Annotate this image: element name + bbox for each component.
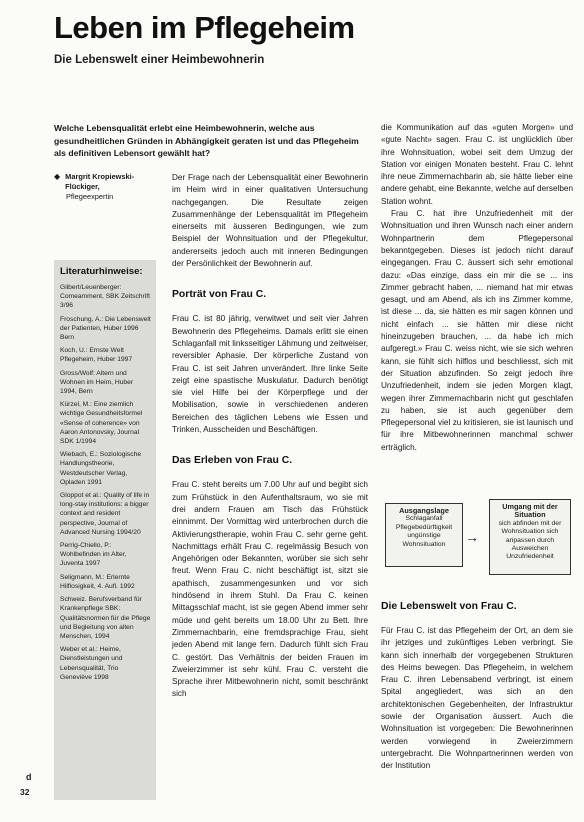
literature-item: Gross/Wolf: Altern und Wohnen im Heim, Huber 1994, Bern	[60, 369, 134, 396]
section-heading-experience: Das Erleben von Frau C.	[172, 455, 293, 467]
body-paragraph: Frau C. steht bereits um 7.00 Uhr auf und begibt sich zum Frühstück in den Aufenthaltsraum, wo sie mit drei andern Frauen am Tisch das Frühstück einnimmt. Der Vormittag wird unterbrochen durch die Aktivierungstherapie, wohin Frau C. sehr gerne geht. Nachmittags erhält Frau C. regelmässig Besuch von Angehörigen oder Bekannten, worüber sie sich sehr freut. Wenn Frau C. nicht beschäftigt ist, sitzt sie apathisch, zusammengesunken und vor sich hindösend in ihrem Stuhl. Da Frau C. keinen Mittagsschlaf macht, ist sie gegen Abend immer sehr müde und geht bereits um 18.00 Uhr zu Bett. Ihre Zimmernachbarin, eine fremdsprachige Frau, sieht jeden Abend mit lange fern. Dadurch fühlt sich Frau C. gestört. Das Verhältnis der beiden Frauen im Zweierzimmer ist sehr kühl. Frau C. versteht die Sprache ihrer Mitbewohnerin nicht, somit beschränkt sich	[172, 480, 368, 699]
literature-item: Weber et al.: Heime, Dienstleistungen und Lebensqualität, Trio Geneviève 1998	[60, 646, 123, 681]
diagram-box-starting-point	[385, 503, 463, 567]
author-role: Pflegeexpertin	[66, 192, 114, 201]
page-title: Leben im Pflegeheim	[54, 10, 355, 45]
section-heading-lifeworld: Die Lebenswelt von Frau C.	[381, 601, 517, 612]
diagram-box-text: Schlaganfall Pflegebedürftigkeit ungünstige Wohnsituation	[395, 515, 453, 548]
author-name: Margrit Kropiewski-Flückiger,	[65, 172, 135, 191]
literature-list	[60, 283, 151, 682]
intro-lead: Welche Lebensqualität erlebt eine Heimbewohnerin, welche aus gesundheitlichen Gründen in Abhängigkeit geraten ist und das Pflegeheim als definitiven Lebensort gewählt hat?	[54, 123, 359, 159]
body-paragraph: die Kommunikation auf das «guten Morgen» und «gute Nacht» sagen. Frau C. ist unglücklich über ihre Wohnsituation, wobei seit dem Umzug der Station vor einigen Monaten besteht. Frau C. lehnt ihre neue Zimmernachbarin ab, sie hätte lieber eine andere gehabt, eine Bekannte, welche auf derselben Station wohnt.	[381, 123, 573, 206]
literature-title: Literaturhinweise:	[60, 266, 143, 277]
article-column-right	[381, 122, 573, 454]
literature-item: Wiebach, E.: Soziologische Handlungstheorie, Westdeutscher Verlag, Opladen 1991	[60, 451, 142, 486]
literature-item: Koch, U.: Ernste Welt Pflegeheim, Huber 1997	[60, 347, 133, 364]
arrow-right-icon: →	[465, 529, 479, 545]
literature-item: Gloppot et al.: Quality of life in long-stay institutions: a bigger context and resident perspective, Journal of Advanced Nursing 1994/20	[60, 492, 150, 536]
margin-mark: d	[26, 772, 32, 782]
literature-item: Froschung, A.: Die Lebenswelt der Patienten, Huber 1996 Bern	[60, 315, 151, 342]
body-paragraph: Frau C. ist 80 jährig, verwitwet und seit vier Jahren Bewohnerin des Pflegeheims. Damals erlitt sie einen Schlaganfall mit linksseitiger Lähmung und zeitweiser, reversibler Aphasie. Der körperliche Zustand von Frau C. ist seit Jahren unverändert. Ihre linke Seite zeigt eine spastische Muskulatur. Dadurch benötigt sie viel Hilfe bei der Körperpflege und der Mobilisation, sowie in verschiedenen anderen Bereichen des täglichen Lebens wie Essen und Trinken, Ausscheiden und Beschäftigen.	[172, 314, 368, 435]
literature-sidebar	[54, 260, 156, 800]
page-subtitle: Die Lebenswelt einer Heimbewohnerin	[54, 54, 265, 66]
literature-item: Perrig-Chiello, P.: Wohlbefinden im Alter, Juventa 1997	[60, 542, 127, 568]
situation-diagram	[381, 497, 573, 581]
literature-item: Schweiz. Berufsverband für Krankenpflege SBK: Qualitätsnormen für die Pflege und Begleitung von alten Menschen, 1994	[60, 596, 151, 640]
author-block	[54, 172, 158, 202]
literature-item: Gilbert/Leuenberger: Comeamment, SBK Zeitschrift 3/96	[60, 284, 150, 310]
diagram-box-title: Ausgangslage	[399, 506, 449, 515]
article-column-middle	[172, 172, 368, 701]
article-column-right-lower	[381, 600, 573, 773]
diamond-bullet-icon: ◆	[54, 172, 61, 181]
literature-item: Kürzel, M.: Eine ziemlich wichtige Gesundheitsformel «Sense of coherence» von Aaron Antonovsky, Journal SDK 1/1994	[60, 401, 143, 446]
section-heading-portrait: Porträt von Frau C.	[172, 289, 267, 301]
diagram-box-coping	[489, 499, 571, 575]
diagram-box-text: sich abfinden mit der Wohnsituation sich anpassen durch Ausweichen Unzufriedenheit	[498, 519, 562, 561]
body-paragraph: Frau C. hat ihre Unzufriedenheit mit der Wohnsituation und ihren Wunsch nach einer andern Wohnpartnerin dem Pflegepersonal bekanntgegeben. Dieses ist jedoch nicht darauf eingegangen. Frau C. äussert sich sehr emotional dazu: «Das einzige, dass ein mir die se ... ins Zimmer gebracht haben, ... niemand hat mir etwas gesagt, und am Abend, als ich ins Zimmer komme, ist diese ... da, sie hätten es mir sagen können und nicht einfach ... sie hätten mir diese nicht hineinzugeben brauchen, ... da habe ich mich aufgeregt.» Frau C. weiss nicht, wie sie sich wehren kann, sie fühlt sich hilflos und beschliesst, sich mit der Situation abzufinden. So zeigt jedoch ihre Unzufriedenheit, indem sie jeden Morgen klagt, wegen ihrer Zimmernachbarin nicht gut geschlafen zu haben, sie ist auch gegenüber dem Pflegepersonal viel zu kritisieren, sie ist launisch und für ihre Mitbewohnerinnen manchmal schwer erträglich.	[381, 209, 573, 452]
body-paragraph: Der Frage nach der Lebensqualität einer Bewohnerin im Heim wird in einer qualitativen Untersuchung nachgegangen. Die Resultate zeigen Zusammenhänge der Lebensqualität im Pflegeheim einerseits mit äusseren Bedingungen, wie zum Beispiel der Wohnsituation und der Pflegekultur, andererseits jedoch auch mit inneren Bedingungen der Persönlichkeit der Bewohnerin auf.	[172, 173, 368, 269]
page-number: 32	[20, 787, 30, 797]
body-paragraph: Für Frau C. ist das Pflegeheim der Ort, an dem sie ihr jetziges und zukünftiges Leben verbringt. Sie kann sich innerhalb der vorgegebenen Strukturen des Heims bewegen. Das Pflegeheim, in welchem Frau C. ihren Lebensabend verbringt, ist einem Spital angegliedert, was sich an den architektonischen Gegebenheiten, der Infrastruktur sowie der Organisation äussert. Auch die Wohnsituation ist vorgegeben: Die Bewohnerinnen werden vorwiegend in Zweierzimmern untergebracht. Die Wohnpartnerinnen werden von der Institution	[381, 626, 573, 771]
literature-item: Seligmann, M.: Erlernte Hilflosigkeit, 4. Aufl. 1992	[60, 573, 135, 590]
diagram-box-title: Umgang mit der Situation	[502, 502, 558, 520]
